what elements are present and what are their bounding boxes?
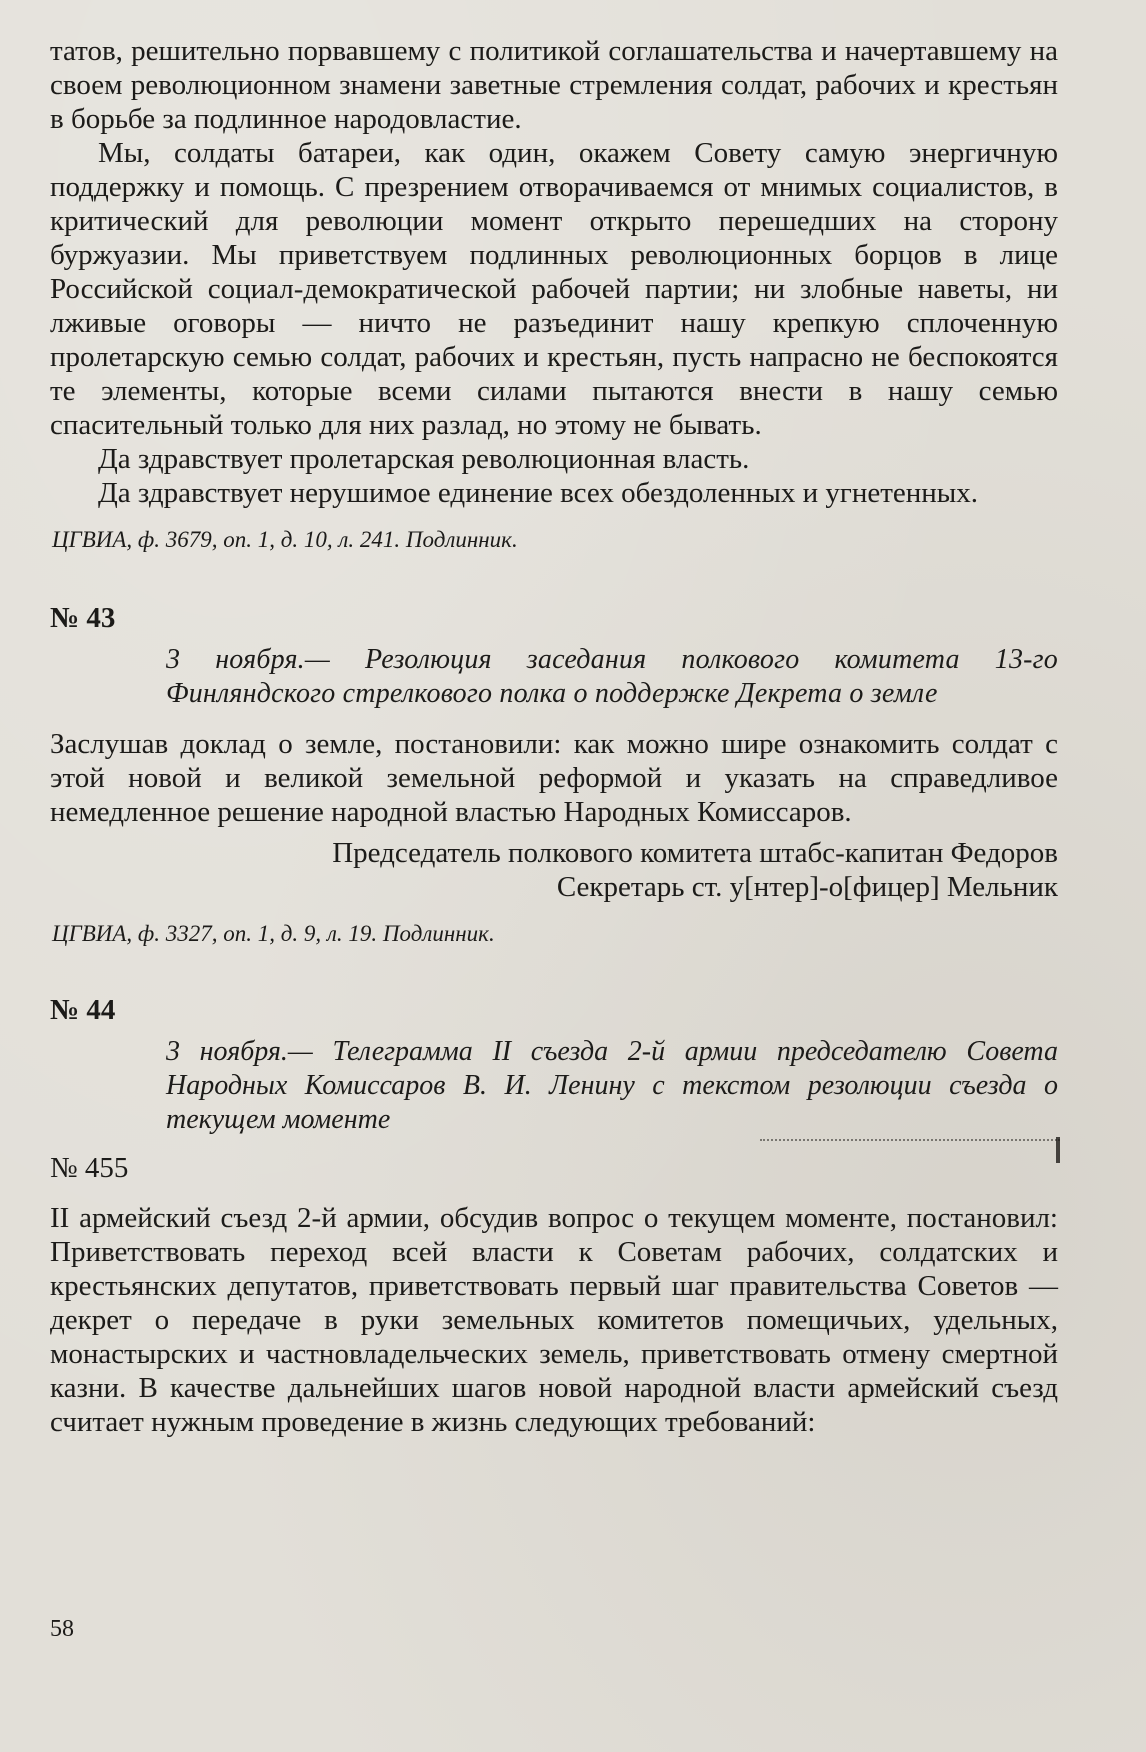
page-number: 58 <box>50 1616 74 1642</box>
document-number-44: № 44 <box>50 994 116 1026</box>
document-number-43: № 43 <box>50 602 116 634</box>
slogan-2: Да здравствует нерушимое единение всех обездоленных и угнетенных. <box>98 477 979 509</box>
print-artifact-mark <box>760 1139 1060 1161</box>
paragraph-continuation: татов, решительно порвавшему с политикой соглашательства и начертавшему на своем революционном знамени заветные стремления солдат, рабочих и крестьян в борьбе за подлинное народовластие. <box>50 35 1058 135</box>
telegram-number: № 455 <box>50 1152 129 1184</box>
signature-secretary: Секретарь ст. у[нтер]-о[фицер] Мельник <box>556 871 1058 903</box>
archive-citation-42: ЦГВИА, ф. 3679, оп. 1, д. 10, л. 241. Подлинник. <box>52 527 518 552</box>
document-header-44: 3 ноября.— Телеграмма II съезда 2-й армии председателю Совета Народных Комиссаров В. И. Ленину с текстом резолюции съезда о текущем моменте <box>166 1036 1058 1135</box>
slogan-1: Да здравствует пролетарская революционная власть. <box>98 443 750 475</box>
document-header-43: 3 ноября.— Резолюция заседания полкового комитета 13-го Финляндского стрелкового полка о поддержке Декрета о земле <box>166 644 1058 709</box>
archive-citation-43: ЦГВИА, ф. 3327, оп. 1, д. 9, л. 19. Подлинник. <box>52 921 495 946</box>
document-body-43: Заслушав доклад о земле, постановили: как можно шире ознакомить солдат с этой новой и великой земельной реформой и указать на справедливое немедленное решение народной властью Народных Комиссаров. <box>50 728 1058 828</box>
signature-chairman: Председатель полкового комитета штабс-капитан Федоров <box>332 837 1058 869</box>
document-body-44: II армейский съезд 2-й армии, обсудив вопрос о текущем моменте, постановил: Приветствовать переход всей власти к Советам рабочих, солдатских и крестьянских депутатов, приветствовать первый шаг правительства Советов — декрет о передаче в руки земельных комитетов помещичьих, удельных, монастырских и частновладельческих земель, приветствовать отмену смертной казни. В качестве дальнейших шагов новой народной власти армейский съезд считает нужным проведение в жизнь следующих требований: <box>50 1202 1058 1438</box>
paragraph-support: Мы, солдаты батареи, как один, окажем Совету самую энергичную поддержку и помощь. С презрением отворачиваемся от мнимых социалистов, в критический для революции момент открыто перешедших на сторону буржуазии. Мы приветствуем подлинных революционных борцов в лице Российской социал-демократической рабочей партии; ни злобные наветы, ни лживые оговоры — ничто не разъединит нашу крепкую сплоченную пролетарскую семью солдат, рабочих и крестьян, пусть напрасно не беспокоятся те элементы, которые всеми силами пытаются внести в нашу семью спасительный только для них разлад, но этому не бывать. <box>50 137 1058 441</box>
